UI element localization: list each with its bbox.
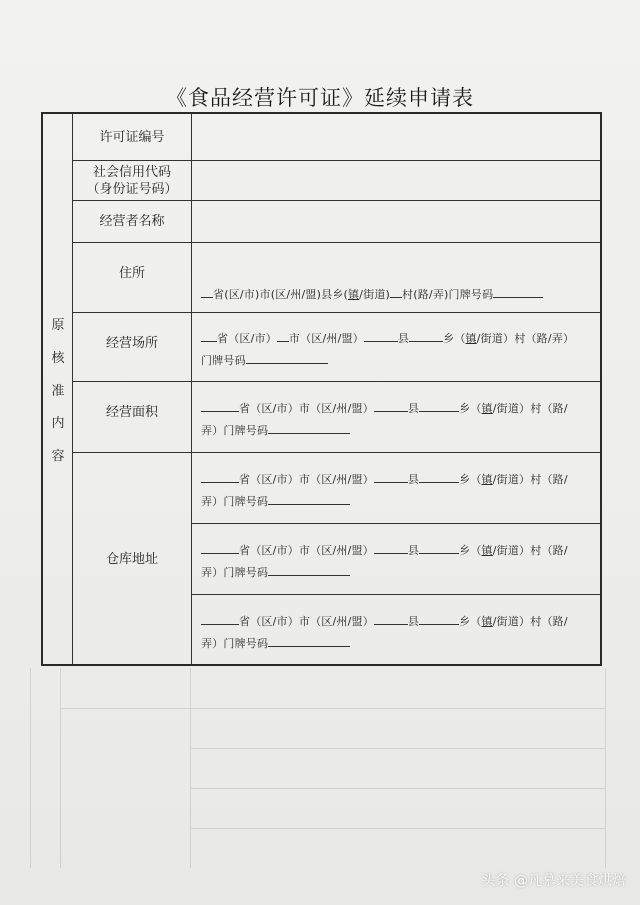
row-divider [191, 594, 600, 595]
label-premises: 经营场所 [105, 335, 158, 351]
section-label-char: 原 [51, 318, 65, 333]
label-credit-code-line1: 社会信用代码 [92, 164, 171, 180]
row-divider [191, 523, 600, 524]
label-area: 经营面积 [105, 404, 158, 420]
bleed-through-table [30, 668, 610, 878]
warehouse-address-2-template: 省（区/市）市（区/州/盟） 县 乡（镇/街道）村（路/ 弄）门牌号码 [201, 540, 597, 584]
label-residence: 住所 [118, 265, 145, 281]
source-watermark: 头条 @凡慕来美食烘焙 [481, 873, 626, 889]
form-title: 《食品经营许可证》延续申请表 [166, 86, 474, 110]
section-label-char: 核 [51, 350, 65, 366]
column-divider [191, 114, 192, 664]
warehouse-address-3-template: 省（区/市）市（区/州/盟） 县 乡（镇/街道）村（路/ 弄）门牌号码 [201, 611, 597, 655]
section-label-original-approved [43, 314, 73, 464]
label-credit-code [73, 161, 191, 200]
label-operator-name: 经营者名称 [99, 214, 165, 229]
area-address-template: 省（区/市）市（区/州/盟） 县 乡（镇/街道）村（路/ 弄）门牌号码 [201, 398, 597, 442]
section-label-char: 容 [51, 449, 65, 464]
section-label-char: 准 [51, 383, 65, 399]
section-label-char: 内 [51, 416, 65, 432]
label-warehouse: 仓库地址 [105, 551, 158, 567]
label-license-number: 许可证编号 [99, 129, 165, 145]
application-form-table [41, 112, 602, 666]
premises-address-template: 省（区/市） 市（区/州/盟） 县 乡（镇/街道）村（路/弄） 门牌号码 [201, 328, 597, 372]
label-credit-code-line2: （身份证号码） [86, 181, 178, 197]
warehouse-address-1-template: 省（区/市）市（区/州/盟） 县 乡（镇/街道）村（路/ 弄）门牌号码 [201, 469, 597, 513]
residence-address-template: 省(区/市)市(区/州/盟)县乡(镇/街道) 村(路/弄)门牌号码 [201, 284, 597, 306]
